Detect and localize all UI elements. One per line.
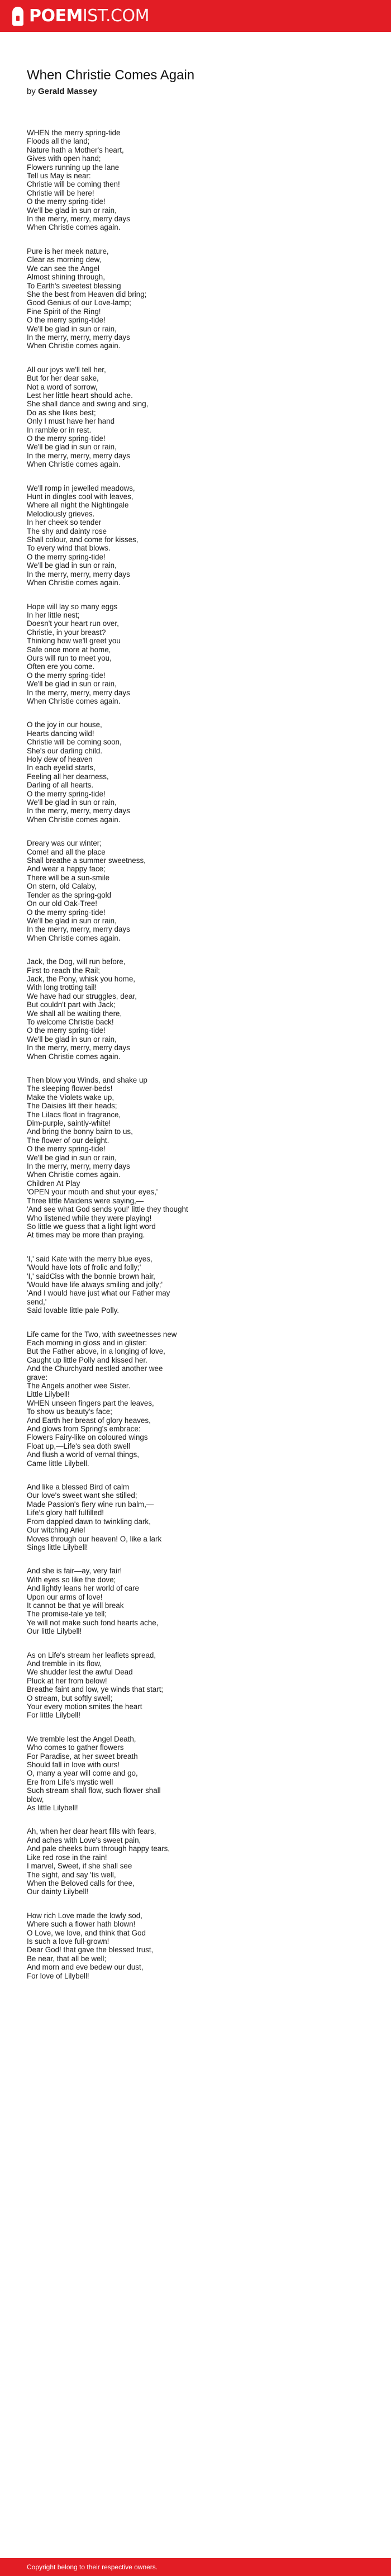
- poem-line: Where such a flower hath blown!: [27, 1920, 136, 1929]
- poem-line: Each morning in gloss and in glister:: [27, 1338, 147, 1347]
- poem-line: When Christie comes again.: [27, 341, 121, 350]
- poem-line: We shall all be waiting there,: [27, 1009, 122, 1018]
- poem-line: With eyes so like the dove;: [27, 1575, 116, 1584]
- poem-line: She shall dance and swing and sing,: [27, 400, 149, 409]
- site-footer: [0, 2558, 391, 2576]
- poem-line: In her cheek so tender: [27, 518, 102, 527]
- poem-stanza: [27, 1567, 373, 1635]
- poem-line: Ye will not make such fond hearts ache,: [27, 1618, 159, 1627]
- poem-line: But the Father above, in a longing of love,: [27, 1347, 165, 1356]
- poem-line: Pluck at her from below!: [27, 1676, 107, 1685]
- poem-line: In the merry, merry, merry days: [27, 1162, 130, 1171]
- poem-stanza: [27, 1735, 373, 1813]
- poem-line: Christie will be coming then!: [27, 180, 120, 189]
- poem-line: 'Would have lots of frolic and folly;': [27, 1263, 141, 1272]
- poem-line: O the merry spring-tide!: [27, 908, 106, 917]
- poem-line: blow,: [27, 1795, 44, 1804]
- poem-line: All our joys we'll tell her,: [27, 365, 106, 374]
- poem-line: She's our darling child.: [27, 746, 103, 755]
- poem-line: To welcome Christie back!: [27, 1017, 114, 1026]
- poem-line: And she is fair—ay, very fair!: [27, 1567, 122, 1576]
- poem-line: The sight, and say 'tis well,: [27, 1870, 116, 1879]
- poem-line: And lightly leans her world of care: [27, 1584, 139, 1593]
- poem-line: Not a word of sorrow,: [27, 382, 98, 391]
- poem-line: To every wind that blows.: [27, 544, 111, 553]
- poem-line: For love of Lilybell!: [27, 1971, 89, 1980]
- poem-line: When Christie comes again.: [27, 1052, 121, 1061]
- poem-line: Jack, the Dog, will run before,: [27, 957, 126, 966]
- poem-line: O the merry spring-tide!: [27, 1145, 106, 1154]
- poem-line: 'I,' saidCiss with the bonnie brown hair,: [27, 1272, 155, 1280]
- poem-line: In ramble or in rest.: [27, 425, 92, 434]
- poem-line: When Christie comes again.: [27, 1170, 121, 1179]
- poem-line: Is such a love full-grown!: [27, 1937, 109, 1946]
- poem-stanza: [27, 720, 373, 824]
- poem-line: As on Life's stream her leaflets spread,: [27, 1650, 156, 1659]
- poem-line: Ours will run to meet you,: [27, 653, 112, 662]
- poem-line: Often ere you come.: [27, 662, 95, 671]
- poem-stanza: [27, 484, 373, 587]
- poem-line: We'll be glad in sun or rain,: [27, 206, 117, 215]
- poem-line: Good Genius of our Love-lamp;: [27, 298, 131, 307]
- poem-line: O the merry spring-tide!: [27, 671, 106, 680]
- poem-line: Our dainty Lilybell!: [27, 1887, 89, 1896]
- poem-byline: [27, 86, 373, 97]
- poem-line: 'Would have life always smiling and jolly;': [27, 1280, 163, 1289]
- poem-line: Upon our arms of love!: [27, 1592, 103, 1601]
- poem-line: We'll be glad in sun or rain,: [27, 798, 117, 807]
- poem-line: O stream, but softly swell;: [27, 1693, 113, 1702]
- poem-stanza: [27, 603, 373, 706]
- poem-line: O the merry spring-tide!: [27, 197, 106, 206]
- poem-line: We'll be glad in sun or rain,: [27, 916, 117, 925]
- poem-line: When Christie comes again.: [27, 223, 121, 232]
- poem-line: Lest her little heart should ache.: [27, 391, 133, 400]
- byline-prefix: by: [27, 87, 36, 96]
- poem-line: Who comes to gather flowers: [27, 1743, 124, 1752]
- poem-line: Make the Violets wake up,: [27, 1093, 115, 1102]
- poem-line: First to reach the Rail;: [27, 966, 100, 975]
- poem-line: Hunt in dingles cool with leaves,: [27, 492, 133, 501]
- poem-stanza: [27, 129, 373, 232]
- poem-line: Like red rose in the rain!: [27, 1853, 107, 1862]
- poem-line: 'OPEN your mouth and shut your eyes,': [27, 1188, 158, 1197]
- poem-line: And glows from Spring's embrace:: [27, 1425, 141, 1434]
- poem-line: In the merry, merry, merry days: [27, 807, 130, 815]
- poem-line: For Paradise, at her sweet breath: [27, 1752, 138, 1761]
- poem-line: Breathe faint and low, ye winds that start;: [27, 1685, 164, 1694]
- poem-line: Dim-purple, saintly-white!: [27, 1119, 111, 1128]
- poem-line: We'll be glad in sun or rain,: [27, 1035, 117, 1043]
- poem-line: But couldn't part with Jack;: [27, 1000, 116, 1009]
- poem-line: Should fall in love with ours!: [27, 1761, 120, 1769]
- poem-line: And Earth her breast of glory heaves,: [27, 1416, 151, 1425]
- poem-stanza: [27, 366, 373, 469]
- poem-line: Safe once more at home,: [27, 645, 111, 654]
- poem-line: In the merry, merry, merry days: [27, 451, 130, 460]
- poem-body: [27, 129, 373, 1980]
- poem-line: We'll be glad in sun or rain,: [27, 443, 117, 452]
- poem-line: O, many a year will come and go,: [27, 1769, 138, 1778]
- poem-line: And flush a world of vernal things,: [27, 1450, 139, 1459]
- poem-line: To Earth's sweetest blessing: [27, 281, 121, 290]
- poem-line: Nature hath a Mother's heart,: [27, 145, 124, 154]
- site-logo-text: [29, 6, 149, 26]
- poem-line: Only I must have her hand: [27, 417, 115, 426]
- copyright-text: Copyright belong to their respective owners.: [27, 2563, 158, 2571]
- poem-title: When Christie Comes Again: [27, 68, 195, 83]
- poem-line: I marvel, Sweet, if she shall see: [27, 1862, 132, 1871]
- poem-line: The Daisies lift their heads;: [27, 1102, 117, 1111]
- poem-line: Float up,—Life's sea doth swell: [27, 1441, 130, 1450]
- poem-line: Christie will be coming soon,: [27, 738, 122, 747]
- poem-line: Where all night the Nightingale: [27, 501, 129, 510]
- poem-line: From dappled dawn to twinkling dark,: [27, 1517, 151, 1526]
- poem-line: Three little Maidens were saying,—: [27, 1196, 144, 1205]
- poem-line: On our old Oak-Tree!: [27, 899, 98, 908]
- poem-line: So little we guess that a light light word: [27, 1222, 156, 1231]
- logo-light-text: IST.COM: [82, 6, 149, 26]
- poem-line: Your every motion smites the heart: [27, 1702, 142, 1711]
- poem-stanza: [27, 1076, 373, 1240]
- poem-line: Holy dew of heaven: [27, 755, 93, 763]
- poem-line: Floods all the land;: [27, 137, 90, 146]
- poem-line: Life came for the Two, with sweetnesses new: [27, 1330, 177, 1339]
- poem-line: We have had our struggles, dear,: [27, 992, 137, 1000]
- poem-line: And pale cheeks burn through happy tears,: [27, 1844, 170, 1853]
- poem-line: Melodiously grieves.: [27, 509, 95, 518]
- poem-line: grave:: [27, 1373, 48, 1382]
- poem-line: In the merry, merry, merry days: [27, 333, 130, 341]
- poem-line: When Christie comes again.: [27, 460, 121, 469]
- poem-line: For little Lilybell!: [27, 1711, 80, 1720]
- poem-line: In the merry, merry, merry days: [27, 925, 130, 934]
- poem-stanza: [27, 1911, 373, 1980]
- poem-line: Almost shining through,: [27, 273, 105, 282]
- poem-line: With long trotting tail!: [27, 983, 97, 992]
- author-link[interactable]: Gerald Massey: [38, 87, 97, 96]
- poem-line: Christie, in your breast?: [27, 628, 106, 637]
- poem-line: And aches with Love's sweet pain,: [27, 1835, 141, 1844]
- poem-line: In each eyelid starts,: [27, 763, 96, 772]
- poem-line: WHEN the merry spring-tide: [27, 129, 121, 137]
- poem-stanza: [27, 1255, 373, 1315]
- poem-line: We can see the Angel: [27, 264, 100, 273]
- poem-line: Ah, when her dear heart fills with fears,: [27, 1827, 156, 1836]
- poem-line: In the merry, merry, merry days: [27, 570, 130, 578]
- poem-line: In her little nest;: [27, 610, 80, 619]
- poem-line: As little Lilybell!: [27, 1804, 78, 1813]
- poem-line: Our witching Ariel: [27, 1526, 85, 1535]
- poem-line: Our little Lilybell!: [27, 1627, 82, 1636]
- poem-line: O the joy in our house,: [27, 720, 102, 729]
- poem-container: [27, 67, 373, 1995]
- site-header: [0, 0, 391, 32]
- site-logo-link[interactable]: [12, 6, 149, 26]
- poem-line: Our love's sweet want she stilled;: [27, 1491, 137, 1500]
- poem-line: Darling of all hearts.: [27, 781, 94, 790]
- poem-line: In the merry, merry, merry days: [27, 1043, 130, 1052]
- poem-line: O the merry spring-tide!: [27, 1026, 106, 1035]
- poem-stanza: [27, 1330, 373, 1468]
- poem-line: Shall colour, and come for kisses,: [27, 535, 139, 544]
- poem-line: Said lovable little pale Polly.: [27, 1306, 119, 1315]
- poem-stanza: [27, 1483, 373, 1552]
- poem-line: Jack, the Pony, whisk you home,: [27, 974, 136, 983]
- poem-line: Caught up little Polly and kissed her.: [27, 1355, 147, 1364]
- poem-stanza: [27, 839, 373, 942]
- poem-line: And bring the bonny bairn to us,: [27, 1127, 133, 1136]
- poem-line: We shudder lest the awful Dead: [27, 1668, 133, 1677]
- poem-line: The Lilacs float in fragrance,: [27, 1110, 121, 1119]
- poem-line: Children At Play: [27, 1179, 80, 1188]
- poem-line: Came little Lilybell.: [27, 1459, 89, 1468]
- poem-line: Dreary was our winter;: [27, 839, 102, 848]
- poem-line: We'll be glad in sun or rain,: [27, 561, 117, 570]
- poem-line: 'And see what God sends you!' little they thought: [27, 1205, 188, 1214]
- poem-line: On stern, old Calaby,: [27, 882, 97, 891]
- poem-line: Moves through our heaven! O, like a lark: [27, 1534, 162, 1543]
- poem-line: But for her dear sake,: [27, 374, 99, 383]
- poem-line: Fine Spirit of the Ring!: [27, 307, 101, 316]
- poem-line: Flowers running up the lane: [27, 163, 120, 172]
- poem-line: How rich Love made the lowly sod,: [27, 1911, 142, 1920]
- poem-line: O the merry spring-tide!: [27, 316, 106, 325]
- poem-line: Hope will lay so many eggs: [27, 602, 118, 611]
- poem-line: We tremble lest the Angel Death,: [27, 1734, 136, 1743]
- poem-line: Feeling all her dearness,: [27, 772, 109, 781]
- poem-line: O the merry spring-tide!: [27, 552, 106, 561]
- poem-line: Dear God! that gave the blessed trust,: [27, 1946, 154, 1954]
- poem-line: Gives with open hand;: [27, 154, 101, 163]
- poem-line: There will be a sun-smile: [27, 873, 110, 882]
- pen-nib-logo-icon: [12, 7, 23, 26]
- poem-line: Shall breathe a summer sweetness,: [27, 856, 146, 865]
- poem-line: The shy and dainty rose: [27, 526, 107, 535]
- poem-line: Then blow you Winds, and shake up: [27, 1076, 147, 1084]
- poem-line: Tender as the spring-gold: [27, 890, 112, 899]
- poem-line: Do as she likes best;: [27, 408, 96, 417]
- poem-line: O the merry spring-tide!: [27, 789, 106, 798]
- poem-line: Ere from Life's mystic well: [27, 1777, 113, 1786]
- poem-line: The Angels another wee Sister.: [27, 1382, 131, 1390]
- poem-line: When the Beloved calls for thee,: [27, 1878, 135, 1887]
- poem-line: Christie will be here!: [27, 188, 94, 197]
- poem-line: It cannot be that ye will break: [27, 1601, 124, 1610]
- poem-line: She the best from Heaven did bring;: [27, 290, 147, 298]
- poem-line: And tremble in its flow,: [27, 1659, 102, 1668]
- poem-line: We'll be glad in sun or rain,: [27, 1153, 117, 1162]
- poem-line: Who listened while they were playing!: [27, 1213, 152, 1222]
- poem-line: In the merry, merry, merry days: [27, 688, 130, 697]
- poem-line: Pure is her meek nature,: [27, 246, 109, 255]
- poem-line: In the merry, merry, merry days: [27, 215, 130, 224]
- poem-line: And wear a happy face;: [27, 865, 106, 874]
- poem-line: send,': [27, 1297, 47, 1306]
- poem-line: Little Lilybell!: [27, 1390, 70, 1399]
- poem-line: The promise-tale ye tell;: [27, 1610, 107, 1619]
- poem-line: When Christie comes again.: [27, 933, 121, 942]
- poem-line: Sings little Lilybell!: [27, 1543, 88, 1552]
- poem-line: The sleeping flower-beds!: [27, 1084, 113, 1093]
- poem-stanza: [27, 957, 373, 1061]
- poem-line: Tell us May is near:: [27, 172, 91, 181]
- poem-line: Come! and all the place: [27, 847, 106, 856]
- poem-line: When Christie comes again.: [27, 815, 121, 824]
- poem-stanza: [27, 247, 373, 350]
- poem-stanza: [27, 1651, 373, 1720]
- poem-line: To show us beauty's face;: [27, 1407, 112, 1416]
- poem-line: 'I,' said Kate with the merry blue eyes,: [27, 1254, 152, 1263]
- poem-line: Such stream shall flow, such flower shall: [27, 1786, 161, 1795]
- poem-line: Flowers Fairy-like on coloured wings: [27, 1433, 148, 1442]
- poem-line: And like a blessed Bird of calm: [27, 1483, 130, 1492]
- logo-bold-text: POEM: [29, 6, 83, 26]
- poem-line: When Christie comes again.: [27, 696, 121, 705]
- poem-line: We'll be glad in sun or rain,: [27, 324, 117, 333]
- poem-line: Hearts dancing wild!: [27, 729, 94, 738]
- poem-line: Be near, that all be well;: [27, 1954, 107, 1963]
- poem-line: Thinking how we'll greet you: [27, 637, 121, 646]
- poem-stanza: [27, 1827, 373, 1896]
- poem-line: And the Churchyard nestled another wee: [27, 1364, 163, 1373]
- poem-line: At times may be more than praying.: [27, 1231, 145, 1240]
- poem-line: Doesn't your heart run over,: [27, 619, 119, 628]
- poem-line: Life's glory half fulfilled!: [27, 1508, 104, 1517]
- poem-line: The flower of our delight.: [27, 1136, 109, 1145]
- poem-line: WHEN unseen fingers part the leaves,: [27, 1398, 154, 1407]
- poem-line: 'And I would have just what our Father may: [27, 1289, 170, 1298]
- poem-line: O Love, we love, and think that God: [27, 1928, 146, 1937]
- poem-line: Clear as morning dew,: [27, 255, 102, 264]
- poem-line: O the merry spring-tide!: [27, 434, 106, 443]
- poem-line: When Christie comes again.: [27, 578, 121, 587]
- poem-line: And morn and eve bedew our dust,: [27, 1963, 144, 1972]
- poem-line: We'll be glad in sun or rain,: [27, 680, 117, 689]
- poem-line: Made Passion's fiery wine run balm,—: [27, 1500, 154, 1508]
- poem-line: We'll romp in jewelled meadows,: [27, 483, 135, 492]
